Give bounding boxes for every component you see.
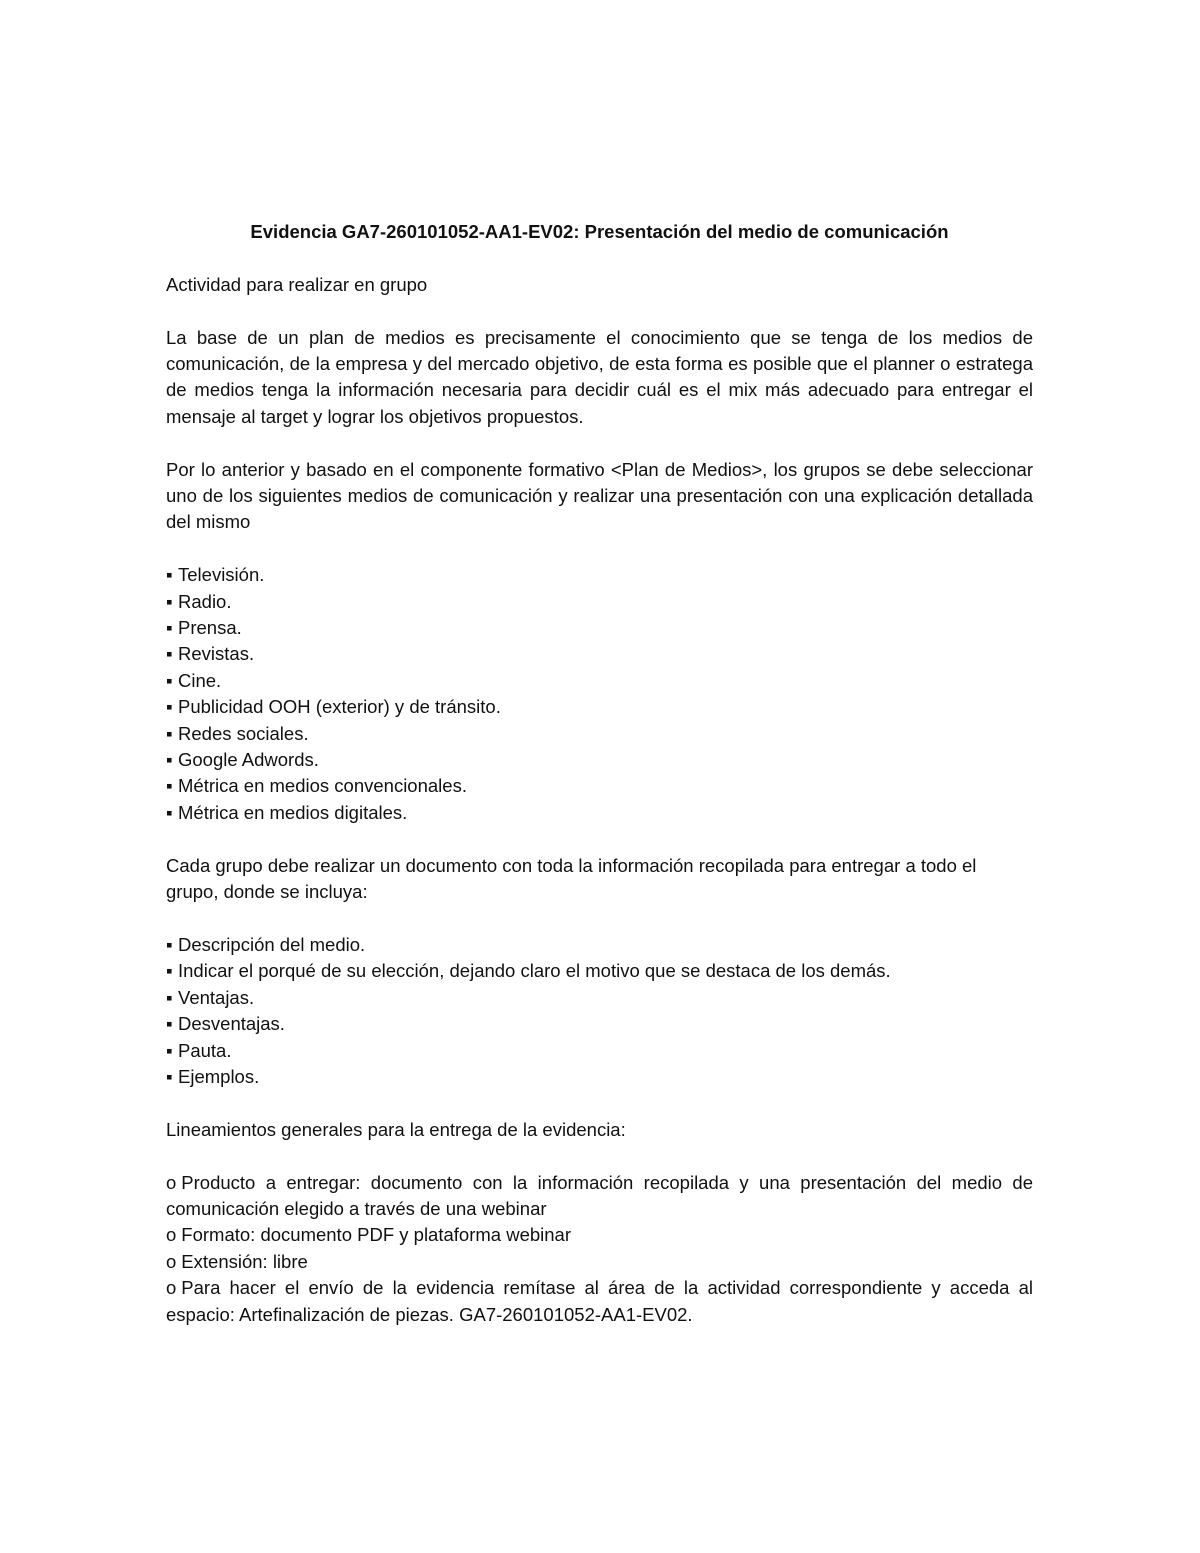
bullet-icon: ▪ <box>166 801 173 823</box>
list-item: ▪ Descripción del medio. <box>166 932 1033 958</box>
activity-subtitle: Actividad para realizar en grupo <box>166 273 428 295</box>
list-item: ▪ Google Adwords. <box>166 747 1033 773</box>
list-item: ▪ Publicidad OOH (exterior) y de tránsito. <box>166 694 1033 720</box>
document-requirements-paragraph: Cada grupo debe realizar un documento con toda la información recopilada para entregar a todo el grupo, donde se incluya: <box>166 854 977 903</box>
bullet-icon: ▪ <box>166 590 173 612</box>
bullet-icon: ▪ <box>166 669 173 691</box>
document-page <box>166 219 1033 1328</box>
bullet-icon: ▪ <box>166 749 173 771</box>
bullet-icon: ▪ <box>166 1039 173 1061</box>
list-item: o Producto a entregar: documento con la información recopilada y una presentación del medio de comunicación elegido a través de una webinar <box>166 1171 1033 1219</box>
bullet-icon: ▪ <box>166 1013 173 1035</box>
list-item: ▪ Prensa. <box>166 615 1033 641</box>
bullet-icon: ▪ <box>166 696 173 718</box>
list-item: ▪ Cine. <box>166 668 1033 694</box>
list-item: o Extensión: libre <box>166 1250 308 1272</box>
intro-paragraph: La base de un plan de medios es precisamente el conocimiento que se tenga de los medios de comunicación, de la empresa y del mercado objetivo, de esta forma es posible que el planner o estratega de medios tenga la información necesaria para decidir cuál es el mix más adecuado para entregar el mensaje al target y lograr los objetivos propuestos. <box>166 326 1033 427</box>
list-item: ▪ Ventajas. <box>166 985 1033 1011</box>
list-item: ▪ Métrica en medios digitales. <box>166 800 1033 826</box>
circle-bullet-icon: o <box>166 1277 177 1299</box>
circle-bullet-icon: o <box>166 1250 177 1272</box>
list-item: ▪ Televisión. <box>166 562 1033 588</box>
document-title: Evidencia GA7-260101052-AA1-EV02: Presentación del medio de comunicación <box>250 221 949 242</box>
list-item: ▪ Desventajas. <box>166 1011 1033 1037</box>
circle-bullet-icon: o <box>166 1224 177 1246</box>
instruction-paragraph: Por lo anterior y basado en el componente formativo <Plan de Medios>, los grupos se debe seleccionar uno de los siguientes medios de comunicación y realizar una presentación con una explicación detallada del mismo <box>166 458 1033 533</box>
bullet-icon: ▪ <box>166 986 173 1008</box>
list-item: ▪ Métrica en medios convencionales. <box>166 773 1033 799</box>
bullet-icon: ▪ <box>166 775 173 797</box>
circle-bullet-icon: o <box>166 1171 177 1193</box>
bullet-icon: ▪ <box>166 564 173 586</box>
bullet-icon: ▪ <box>166 722 173 744</box>
list-item: o Para hacer el envío de la evidencia remítase al área de la actividad correspondiente y acceda al espacio: Artefinalización de piezas. GA7-260101052-AA1-EV02. <box>166 1277 1033 1325</box>
guidelines-list <box>166 1170 1033 1328</box>
bullet-icon: ▪ <box>166 960 173 982</box>
bullet-icon: ▪ <box>166 1065 173 1087</box>
media-list <box>166 562 1033 826</box>
list-item: ▪ Indicar el porqué de su elección, dejando claro el motivo que se destaca de los demás. <box>166 958 1033 984</box>
guidelines-heading: Lineamientos generales para la entrega de la evidencia: <box>166 1118 626 1140</box>
bullet-icon: ▪ <box>166 617 173 639</box>
list-item: ▪ Ejemplos. <box>166 1064 1033 1090</box>
list-item: ▪ Revistas. <box>166 641 1033 667</box>
bullet-icon: ▪ <box>166 933 173 955</box>
list-item: o Formato: documento PDF y plataforma webinar <box>166 1224 571 1246</box>
list-item: ▪ Redes sociales. <box>166 721 1033 747</box>
list-item: ▪ Pauta. <box>166 1038 1033 1064</box>
bullet-icon: ▪ <box>166 643 173 665</box>
include-list <box>166 932 1033 1090</box>
list-item: ▪ Radio. <box>166 589 1033 615</box>
